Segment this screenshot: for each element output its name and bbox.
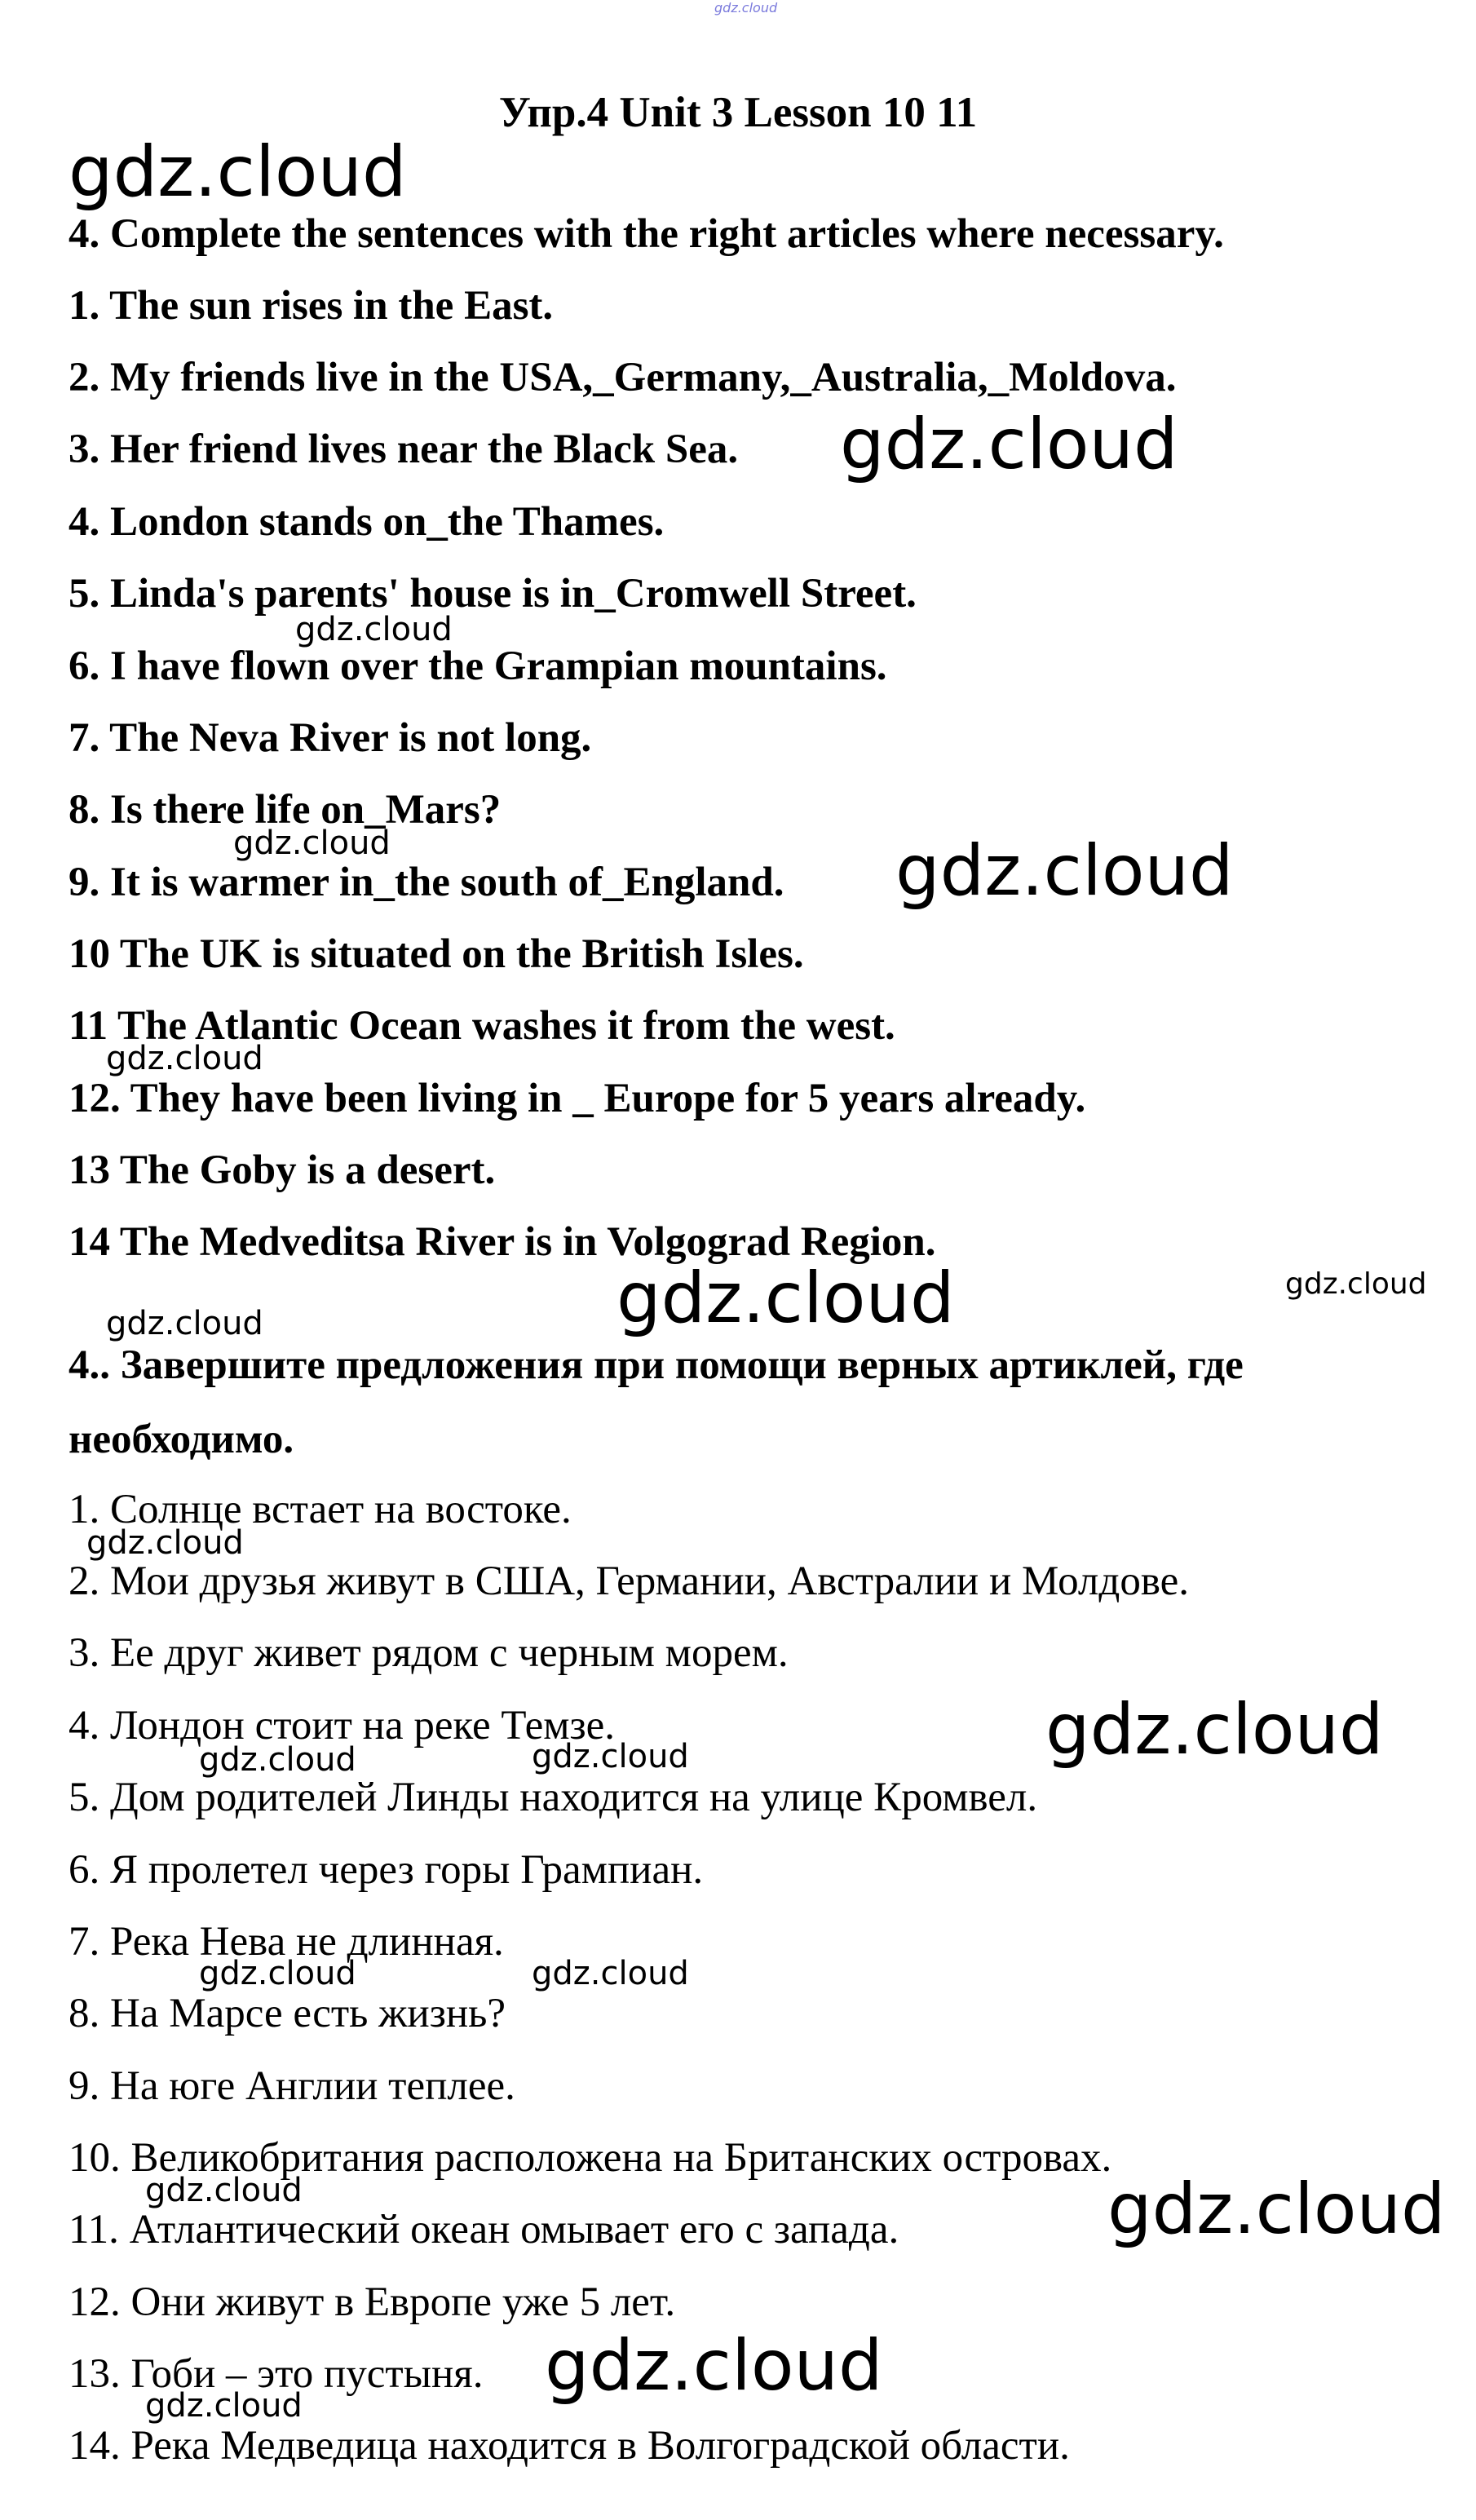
watermark: gdz.cloud [840, 404, 1178, 485]
watermark: gdz.cloud [616, 1258, 955, 1339]
english-sentence-4: 4. London stands on_the Thames. [68, 499, 665, 545]
russian-sentence-7: 7. Река Нева не длинная. [68, 1919, 504, 1965]
english-sentence-3: 3. Her friend lives near the Black Sea. [68, 427, 739, 472]
watermark: gdz.cloud [532, 1738, 689, 1775]
watermark: gdz.cloud [86, 1524, 244, 1562]
watermark: gdz.cloud [1107, 2169, 1446, 2250]
russian-sentence-10: 10. Великобритания расположена на Британских островах. [68, 2135, 1112, 2181]
russian-sentence-1: 1. Солнце встает на востоке. [68, 1487, 572, 1532]
english-sentence-9: 9. It is warmer in_the south of_England. [68, 860, 784, 905]
russian-sentence-14: 14. Река Медведица находится в Волгоградской области. [68, 2423, 1070, 2469]
watermark: gdz.cloud [233, 825, 391, 862]
page-title: Упр.4 Unit 3 Lesson 10 11 [498, 89, 978, 136]
watermark: gdz.cloud [295, 611, 453, 648]
russian-sentence-4: 4. Лондон стоит на реке Темзе. [68, 1703, 616, 1749]
russian-sentence-11: 11. Атлантический океан омывает его с запада. [68, 2207, 899, 2253]
watermark: gdz.cloud [68, 131, 407, 213]
russian-instruction-line-1: 4.. Завершите предложения при помощи верных артиклей, где [68, 1342, 1244, 1388]
russian-sentence-13: 13. Гоби – это пустыня. [68, 2351, 484, 2397]
watermark: gdz.cloud [145, 2172, 303, 2209]
russian-instruction-line-2: необходимо. [68, 1417, 294, 1462]
russian-sentence-3: 3. Ее друг живет рядом с черным морем. [68, 1630, 789, 1676]
english-sentence-10: 10 The UK is situated on the British Isles. [68, 931, 804, 977]
english-sentence-12: 12. They have been living in _ Europe for 5 years already. [68, 1076, 1086, 1121]
russian-sentence-9: 9. На юге Англии теплее. [68, 2063, 515, 2109]
english-instruction: 4. Complete the sentences with the right articles where necessary. [68, 211, 1224, 257]
watermark: gdz.cloud [199, 1741, 356, 1779]
english-sentence-13: 13 The Goby is a desert. [68, 1147, 496, 1193]
russian-sentence-5: 5. Дом родителей Линды находится на улице Кромвел. [68, 1775, 1038, 1820]
watermark: gdz.cloud [1045, 1689, 1384, 1771]
english-sentence-7: 7. The Neva River is not long. [68, 715, 592, 761]
watermark: gdz.cloud [1285, 1267, 1427, 1301]
russian-sentence-8: 8. На Марсе есть жизнь? [68, 1991, 506, 2036]
english-sentence-2: 2. My friends live in the USA,_Germany,_Australia,_Moldova. [68, 355, 1177, 400]
russian-sentence-6: 6. Я пролетел через горы Грампиан. [68, 1847, 704, 1893]
watermark: gdz.cloud [532, 1955, 689, 1992]
russian-sentence-2: 2. Мои друзья живут в США, Германии, Австралии и Молдове. [68, 1558, 1189, 1604]
english-sentence-1: 1. The sun rises in the East. [68, 283, 554, 329]
english-sentence-8: 8. Is there life on_Mars? [68, 787, 502, 833]
english-sentence-5: 5. Linda's parents' house is in_Cromwell Street. [68, 571, 917, 617]
watermark: gdz.cloud [106, 1305, 263, 1342]
watermark: gdz.cloud [895, 830, 1234, 912]
english-sentence-6: 6. I have flown over the Grampian mountains. [68, 643, 887, 689]
watermark: gdz.cloud [545, 2325, 883, 2407]
english-sentence-11: 11 The Atlantic Ocean washes it from the west. [68, 1003, 895, 1049]
top-watermark: gdz.cloud [714, 0, 778, 15]
russian-sentence-12: 12. Они живут в Европе уже 5 лет. [68, 2279, 676, 2325]
watermark: gdz.cloud [199, 1955, 356, 1992]
watermark: gdz.cloud [145, 2387, 303, 2425]
watermark: gdz.cloud [106, 1040, 263, 1077]
english-sentence-14: 14 The Medveditsa River is in Volgograd Region. [68, 1219, 936, 1265]
